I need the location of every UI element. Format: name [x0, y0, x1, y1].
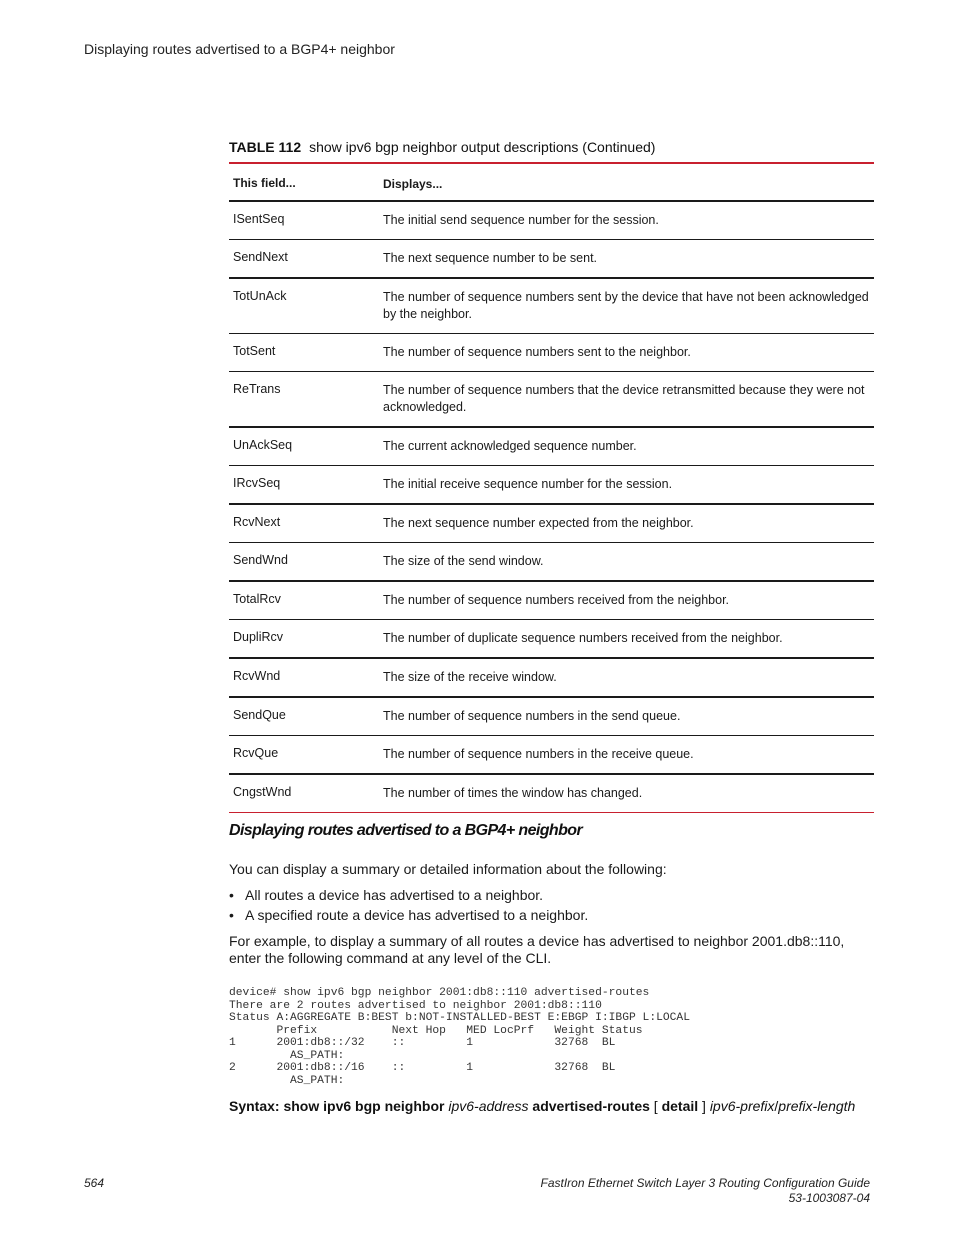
- table-row: [229, 735, 874, 773]
- list-item: [229, 907, 588, 927]
- field-name: TotSent: [233, 344, 276, 358]
- field-name: RcvWnd: [233, 669, 281, 683]
- field-name: TotalRcv: [233, 592, 281, 606]
- example-paragraph: For example, to display a summary of all routes a device has advertised to neighbor 2001.db8::110, enter the following command at any level of the CLI.: [229, 933, 845, 966]
- table-row: [229, 333, 874, 371]
- field-name: UnAckSeq: [233, 438, 293, 452]
- syntax-bracket-open: [: [653, 1098, 658, 1114]
- field-name: SendWnd: [233, 553, 288, 567]
- field-description: The size of the send window.: [383, 554, 544, 568]
- running-header: Displaying routes advertised to a BGP4+ neighbor: [84, 41, 395, 57]
- table-row: [229, 465, 874, 503]
- table-row: [229, 426, 874, 465]
- bullet-text: A specified route a device has advertised to a neighbor.: [245, 907, 589, 923]
- section-heading: Displaying routes advertised to a BGP4+ neighbor: [229, 822, 583, 839]
- field-name: RcvQue: [233, 746, 279, 760]
- table-row: [229, 773, 874, 812]
- field-name: SendQue: [233, 708, 286, 722]
- syntax-line: [229, 1098, 855, 1114]
- syntax-arg-length: prefix-length: [778, 1098, 856, 1114]
- document-number: 53-1003087-04: [788, 1191, 870, 1205]
- syntax-bracket-close: ]: [702, 1098, 706, 1114]
- field-description: The number of sequence numbers that the device retransmitted because they were not acknowledged.: [383, 383, 865, 414]
- syntax-arg-address: ipv6-address: [448, 1098, 529, 1114]
- intro-paragraph: You can display a summary or detailed information about the following:: [229, 861, 667, 877]
- table-row: [229, 619, 874, 657]
- syntax-keyword-advertised: advertised-routes: [532, 1098, 650, 1114]
- field-description: The size of the receive window.: [383, 670, 557, 684]
- field-description: The number of sequence numbers sent by the device that have not been acknowledged by the neighbor.: [383, 290, 869, 321]
- field-description: The number of sequence numbers in the receive queue.: [383, 747, 694, 761]
- table-row: [229, 580, 874, 619]
- bullet-icon: •: [229, 907, 234, 923]
- table-row: [229, 239, 874, 277]
- field-name: ISentSeq: [233, 212, 285, 226]
- field-description: The number of times the window has changed.: [383, 786, 643, 800]
- field-description: The number of sequence numbers sent to the neighbor.: [383, 345, 691, 359]
- bullet-icon: •: [229, 887, 234, 903]
- field-name: RcvNext: [233, 515, 281, 529]
- field-name: ReTrans: [233, 382, 281, 396]
- field-description: The current acknowledged sequence number.: [383, 439, 637, 453]
- field-description: The number of sequence numbers in the send queue.: [383, 709, 681, 723]
- syntax-arg-prefix: ipv6-prefix: [709, 1098, 775, 1114]
- footer: [540, 1176, 870, 1206]
- field-name: DupliRcv: [233, 630, 284, 644]
- table-row: [229, 200, 874, 239]
- page-number: 564: [84, 1176, 105, 1190]
- field-description: The initial send sequence number for the session.: [383, 213, 659, 227]
- bullet-list: [229, 887, 588, 927]
- column-header-field: This field...: [233, 176, 296, 190]
- field-name: TotUnAck: [233, 289, 287, 303]
- field-description: The number of duplicate sequence numbers received from the neighbor.: [383, 631, 783, 645]
- cli-output: device# show ipv6 bgp neighbor 2001:db8::110 advertised-routes There are 2 routes advertised to neighbor 2001:db8::110 Status A:AGGREGATE B:BEST b:NOT-INSTALLED-BEST E:EBGP I:IBGP L:LOCAL Prefix Next Hop MED LocPrf Weight Status 1 2001:db8::/32 :: 1 32768 BL AS_PATH: 2 2001:db8::/16 :: 1 32768 BL AS_PATH:: [229, 987, 690, 1087]
- table-caption-text: show ipv6 bgp neighbor output descriptions (Continued): [309, 139, 656, 155]
- table-row: [229, 542, 874, 580]
- column-header-displays: Displays...: [383, 177, 443, 191]
- syntax-keyword-detail: detail: [661, 1098, 699, 1114]
- field-description: The next sequence number expected from the neighbor.: [383, 516, 694, 530]
- table-row: [229, 371, 874, 426]
- syntax-separator: /: [774, 1098, 779, 1114]
- field-description: The next sequence number to be sent.: [383, 251, 598, 265]
- table-header-row: [229, 164, 874, 200]
- document-title: FastIron Ethernet Switch Layer 3 Routing Configuration Guide: [540, 1176, 870, 1190]
- field-description: The initial receive sequence number for the session.: [383, 477, 673, 491]
- bullet-text: All routes a device has advertised to a neighbor.: [245, 887, 544, 903]
- field-name: CngstWnd: [233, 785, 292, 799]
- table-row: [229, 657, 874, 696]
- description-table: [229, 162, 874, 813]
- field-name: SendNext: [233, 250, 288, 264]
- table-row: [229, 277, 874, 333]
- field-description: The number of sequence numbers received from the neighbor.: [383, 593, 730, 607]
- table-caption: [229, 139, 655, 155]
- table-row: [229, 696, 874, 735]
- table-row: [229, 503, 874, 542]
- table-caption-number: TABLE 112: [229, 139, 302, 155]
- syntax-label: Syntax: show ipv6 bgp neighbor: [229, 1098, 445, 1114]
- list-item: [229, 887, 588, 907]
- field-name: IRcvSeq: [233, 476, 281, 490]
